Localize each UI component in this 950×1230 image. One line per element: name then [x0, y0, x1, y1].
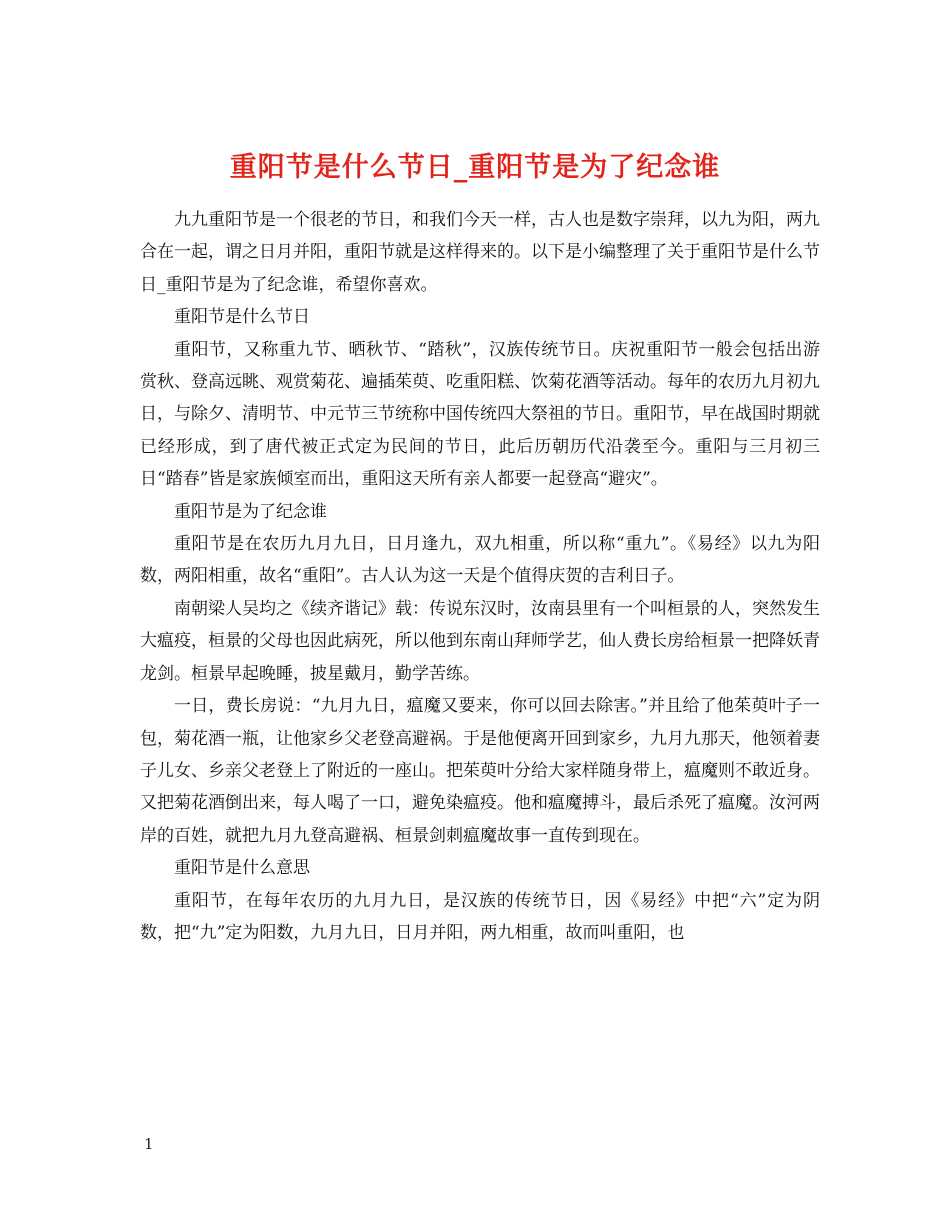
document-title: 重阳节是什么节日_重阳节是为了纪念谁	[229, 152, 721, 184]
document-body	[140, 204, 820, 949]
body-paragraph: 重阳节，又称重九节、晒秋节、“踏秋”，汉族传统节日。庆祝重阳节一般会包括出游赏秋、登高远眺、观赏菊花、遍插茱萸、吃重阳糕、饮菊花酒等活动。每年的农历九月初九日，与除夕、清明节、中元节三节统称中国传统四大祭祖的节日。重阳节，早在战国时期就已经形成，到了唐代被正式定为民间的节日，此后历朝历代沿袭至今。重阳与三月初三日“踏春”皆是家族倾室而出，重阳这天所有亲人都要一起登高“避灾”。	[140, 339, 820, 490]
page-number: 1	[144, 1135, 154, 1153]
body-paragraph: 南朝梁人吴均之《续齐谐记》载：传说东汉时，汝南县里有一个叫桓景的人，突然发生大瘟疫，桓景的父母也因此病死，所以他到东南山拜师学艺，仙人费长房给桓景一把降妖青龙剑。桓景早起晚睡，披星戴月，勤学苦练。	[140, 598, 820, 684]
body-paragraph: 重阳节，在每年农历的九月九日，是汉族的传统节日，因《易经》中把“六”定为阴数，把“九”定为阳数，九月九日，日月并阳，两九相重，故而叫重阳，也	[140, 890, 820, 943]
body-paragraph: 重阳节是在农历九月九日，日月逢九，双九相重，所以称“重九”。《易经》以九为阳数，两阳相重，故名“重阳”。古人认为这一天是个值得庆贺的吉利日子。	[140, 534, 820, 587]
section-heading-meaning: 重阳节是什么意思	[174, 858, 310, 879]
section-heading-what-festival: 重阳节是什么节日	[174, 307, 310, 328]
intro-paragraph: 九九重阳节是一个很老的节日，和我们今天一样，古人也是数字崇拜，以九为阳，两九合在一起，谓之日月并阳，重阳节就是这样得来的。以下是小编整理了关于重阳节是什么节日_重阳节是为了纪念谁，希望你喜欢。	[140, 210, 820, 295]
body-paragraph: 一日，费长房说：“九月九日，瘟魔又要来，你可以回去除害。”并且给了他茱萸叶子一包，菊花酒一瓶，让他家乡父老登高避祸。于是他便离开回到家乡，九月九那天，他领着妻子儿女、乡亲父老登上了附近的一座山。把茱萸叶分给大家样随身带上，瘟魔则不敢近身。又把菊花酒倒出来，每人喝了一口，避免染瘟疫。他和瘟魔搏斗，最后杀死了瘟魔。汝河两岸的百姓，就把九月九登高避祸、桓景剑刺瘟魔故事一直传到现在。	[140, 696, 820, 846]
section-heading-commemorate: 重阳节是为了纪念谁	[174, 501, 327, 522]
